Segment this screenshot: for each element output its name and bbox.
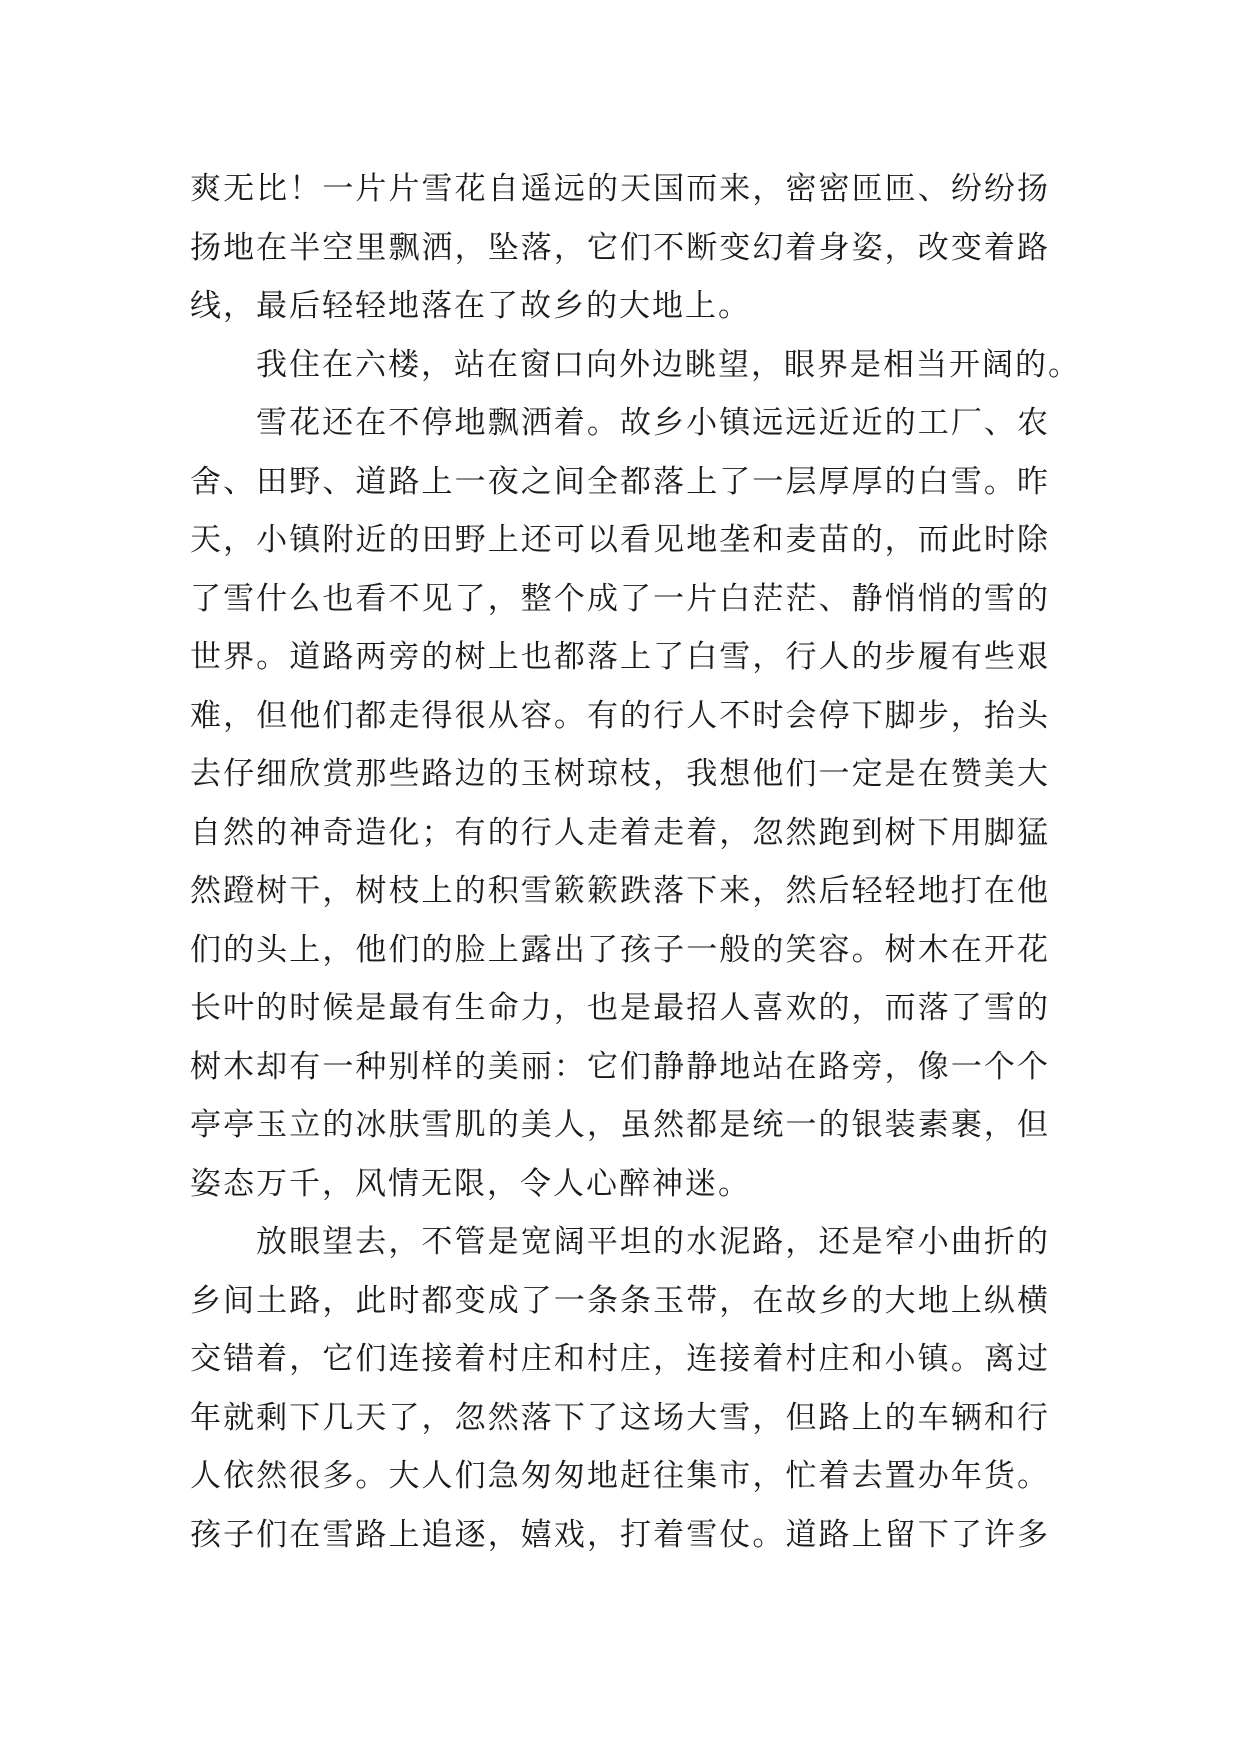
text-line: 人依然很多。大人们急匆匆地赶往集市，忙着去置办年货。 bbox=[190, 1458, 1050, 1494]
text-line: 然蹬树干，树枝上的积雪簌簌跌落下来，然后轻轻地打在他 bbox=[190, 873, 1050, 909]
paragraph-4 bbox=[190, 1213, 1050, 1564]
text-line: 爽无比！一片片雪花自遥远的天国而来，密密匝匝、纷纷扬 bbox=[190, 171, 1050, 207]
text-line: 天，小镇附近的田野上还可以看见地垄和麦苗的，而此时除 bbox=[190, 522, 1050, 558]
text-line: 孩子们在雪路上追逐，嬉戏，打着雪仗。道路上留下了许多 bbox=[190, 1516, 1050, 1553]
text-line: 乡间土路，此时都变成了一条条玉带，在故乡的大地上纵横 bbox=[190, 1282, 1050, 1319]
text-line: 世界。道路两旁的树上也都落上了白雪，行人的步履有些艰 bbox=[190, 639, 1050, 675]
text-line: 我住在六楼，站在窗口向外边眺望，眼界是相当开阔的。 bbox=[256, 346, 1081, 383]
text-line: 自然的神奇造化；有的行人走着走着，忽然跑到树下用脚猛 bbox=[190, 814, 1050, 851]
body-text bbox=[190, 160, 1081, 1564]
text-line: 姿态万千，风情无限，令人心醉神迷。 bbox=[190, 1165, 751, 1202]
text-line: 舍、田野、道路上一夜之间全都落上了一层厚厚的白雪。昨 bbox=[190, 463, 1050, 500]
text-line: 扬地在半空里飘洒，坠落，它们不断变幻着身姿，改变着路 bbox=[190, 229, 1050, 266]
text-line: 树木却有一种别样的美丽：它们静静地站在路旁，像一个个 bbox=[190, 1048, 1050, 1085]
text-line: 亭亭玉立的冰肤雪肌的美人，虽然都是统一的银装素裹，但 bbox=[190, 1107, 1050, 1143]
paragraph-3 bbox=[190, 394, 1050, 1213]
text-line: 放眼望去，不管是宽阔平坦的水泥路，还是窄小曲折的 bbox=[256, 1224, 1050, 1260]
text-line: 去仔细欣赏那些路边的玉树琼枝，我想他们一定是在赞美大 bbox=[190, 756, 1050, 792]
text-line: 了雪什么也看不见了，整个成了一片白茫茫、静悄悄的雪的 bbox=[190, 580, 1050, 617]
text-line: 线，最后轻轻地落在了故乡的大地上。 bbox=[190, 288, 751, 324]
text-line: 难，但他们都走得很从容。有的行人不时会停下脚步，抬头 bbox=[190, 697, 1050, 734]
text-line: 们的头上，他们的脸上露出了孩子一般的笑容。树木在开花 bbox=[190, 931, 1050, 968]
text-line: 年就剩下几天了，忽然落下了这场大雪，但路上的车辆和行 bbox=[190, 1399, 1050, 1436]
text-line: 长叶的时候是最有生命力，也是最招人喜欢的，而落了雪的 bbox=[190, 990, 1050, 1026]
text-line: 雪花还在不停地飘洒着。故乡小镇远远近近的工厂、农 bbox=[256, 405, 1050, 441]
text-line: 交错着，它们连接着村庄和村庄，连接着村庄和小镇。离过 bbox=[190, 1341, 1050, 1377]
paragraph-1 bbox=[190, 160, 1050, 336]
paragraph-2 bbox=[190, 336, 1081, 395]
